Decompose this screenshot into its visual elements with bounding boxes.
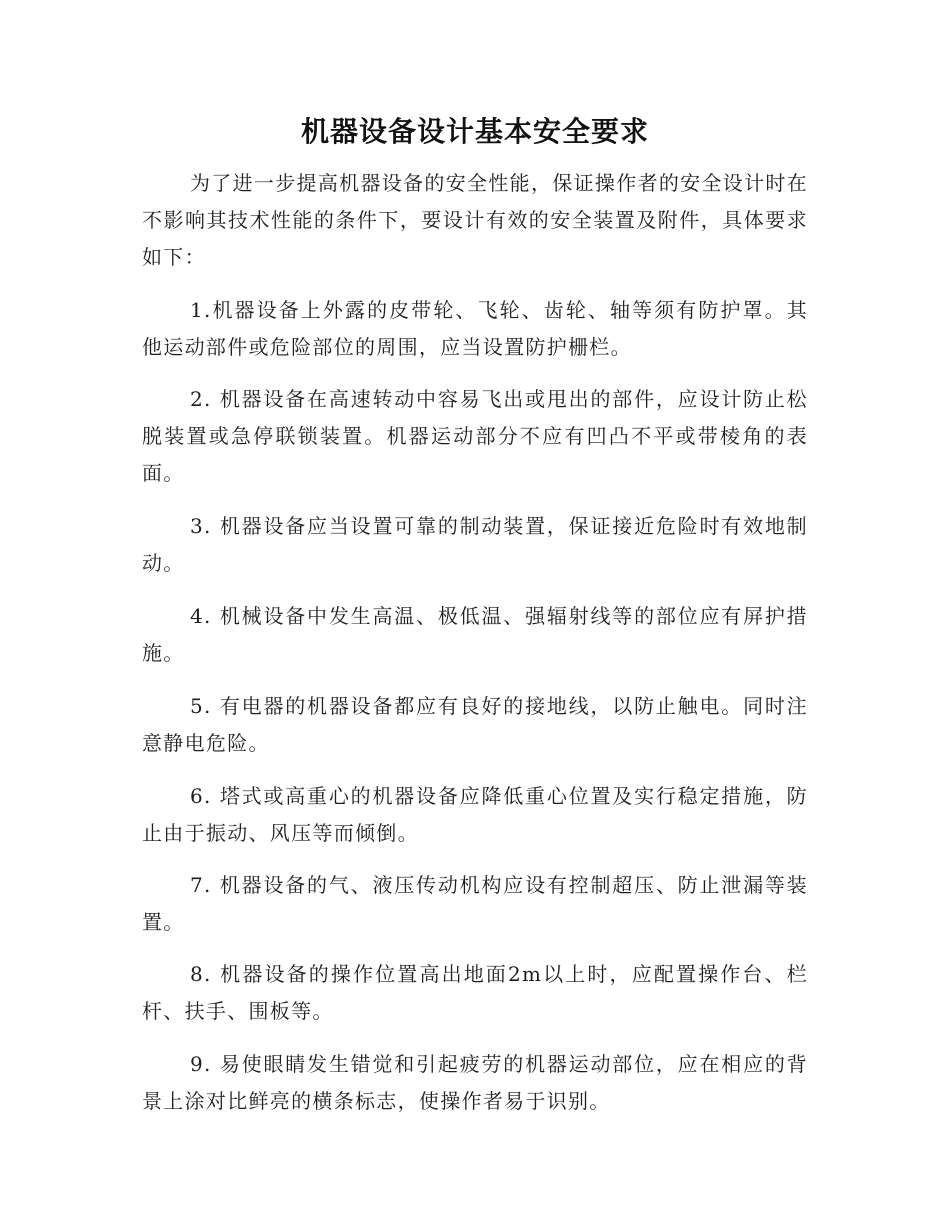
requirement-item-9: 9. 易使眼睛发生错觉和引起疲劳的机器运动部位，应在相应的背景上涂对比鲜亮的横条标志，使操作者易于识别。 xyxy=(142,1052,808,1113)
requirement-item-3: 3. 机器设备应当设置可靠的制动装置，保证接近危险时有效地制动。 xyxy=(142,514,808,575)
requirement-item-1: 1.机器设备上外露的皮带轮、飞轮、齿轮、轴等须有防护罩。其他运动部件或危险部位的周围，应当设置防护栅栏。 xyxy=(142,298,808,359)
requirement-item-2: 2. 机器设备在高速转动中容易飞出或甩出的部件，应设计防止松脱装置或急停联锁装置。机器运动部分不应有凹凸不平或带棱角的表面。 xyxy=(142,387,808,485)
requirement-item-4: 4. 机械设备中发生高温、极低温、强辐射线等的部位应有屏护措施。 xyxy=(142,604,808,665)
requirement-item-7: 7. 机器设备的气、液压传动机构应设有控制超压、防止泄漏等装置。 xyxy=(142,873,808,934)
intro-paragraph: 为了进一步提高机器设备的安全性能，保证操作者的安全设计时在不影响其技术性能的条件下，要设计有效的安全装置及附件，具体要求如下： xyxy=(142,171,808,269)
requirement-item-8: 8. 机器设备的操作位置高出地面2m以上时，应配置操作台、栏杆、扶手、围板等。 xyxy=(142,962,808,1023)
requirement-item-5: 5. 有电器的机器设备都应有良好的接地线，以防止触电。同时注意静电危险。 xyxy=(142,694,808,755)
document-title: 机器设备设计基本安全要求 xyxy=(300,115,649,148)
requirement-item-6: 6. 塔式或高重心的机器设备应降低重心位置及实行稳定措施，防止由于振动、风压等而倾倒。 xyxy=(142,784,808,845)
